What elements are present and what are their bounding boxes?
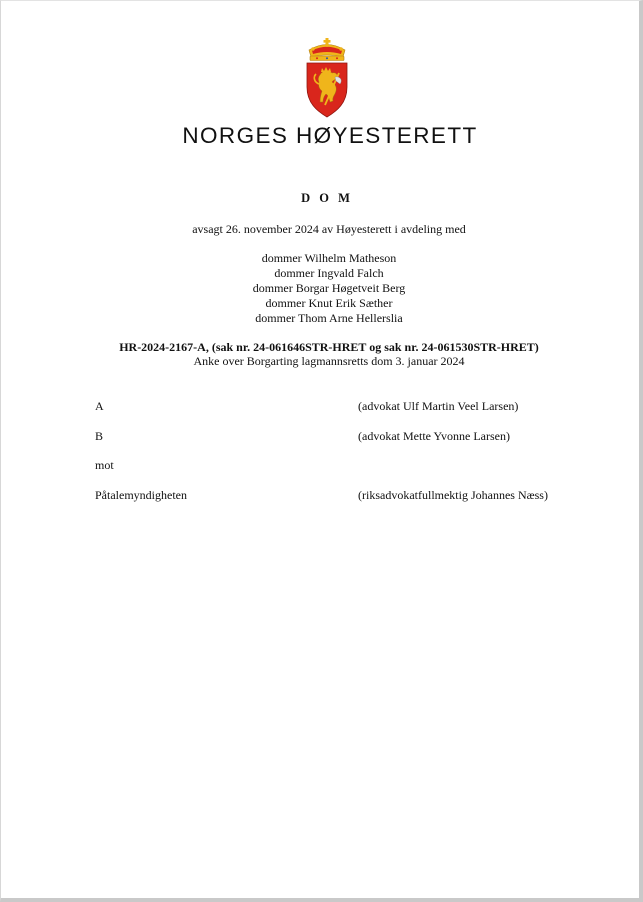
shield-icon [307,63,347,117]
versus-label: mot [95,458,114,472]
party-name-prosecution: Påtalemyndigheten [95,488,187,502]
judge-name: dommer Borgar Høgetveit Berg [252,281,406,295]
party-name-a: A [95,399,104,413]
court-name: NORGES HØYESTERETT [182,123,478,148]
party-counsel-prosecution: (riksadvokatfullmektig Johannes Næss) [358,488,548,502]
document-type-title: D O M [301,191,353,205]
party-counsel-a: (advokat Ulf Martin Veel Larsen) [358,399,519,413]
appeal-line: Anke over Borgarting lagmannsretts dom 3. januar 2024 [193,354,465,368]
judge-name: dommer Knut Erik Sæther [265,296,393,310]
judge-name: dommer Ingvald Falch [274,266,384,280]
case-reference: HR-2024-2167-A, (sak nr. 24-061646STR-HRET og sak nr. 24-061530STR-HRET) [119,340,539,354]
norwegian-coat-of-arms-icon [299,37,355,119]
judge-name: dommer Thom Arne Hellerslia [255,311,403,325]
party-counsel-b: (advokat Mette Yvonne Larsen) [358,429,510,443]
crown-icon [309,38,345,61]
delivery-line: avsagt 26. november 2024 av Høyesterett i avdeling med [192,222,466,236]
judge-name: dommer Wilhelm Matheson [261,251,397,265]
party-name-b: B [95,429,104,443]
